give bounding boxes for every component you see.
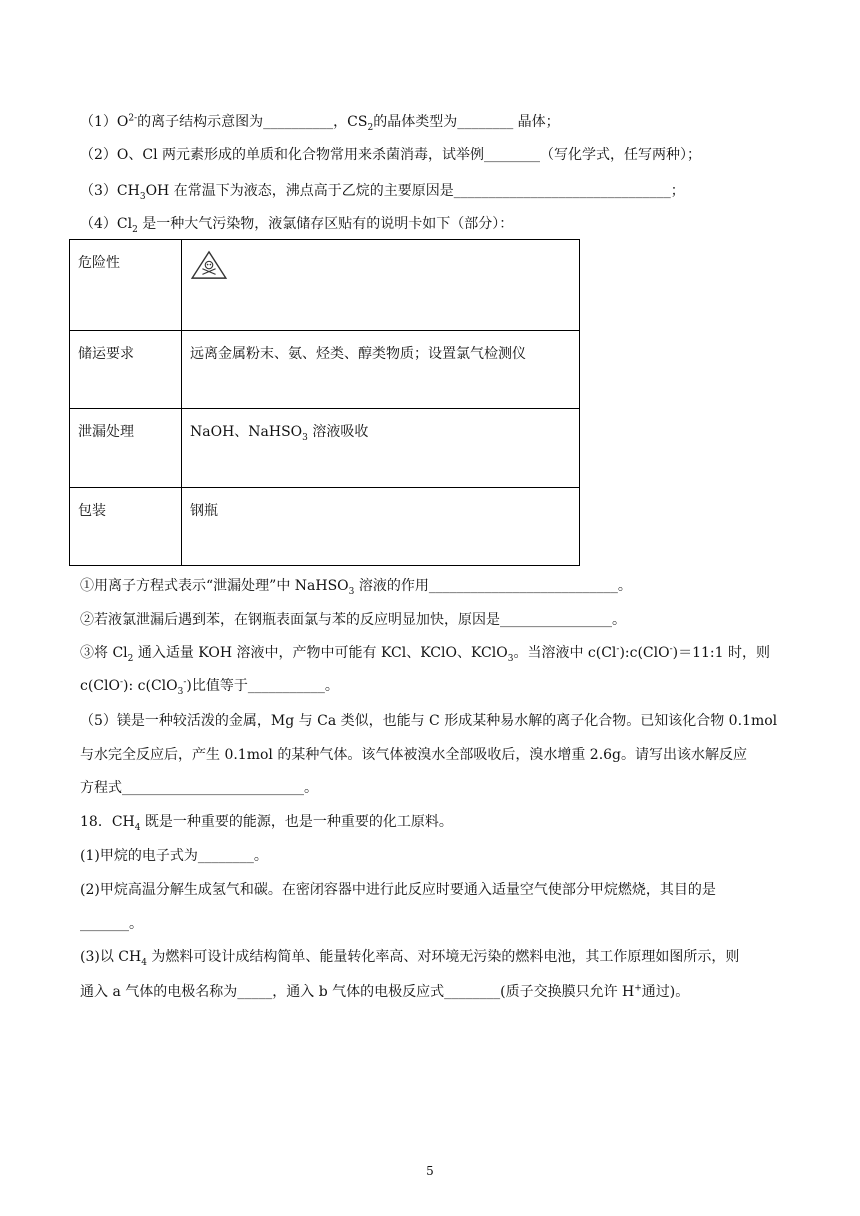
q17-sub3-d: ):c(ClO bbox=[619, 645, 670, 661]
q18-intro bbox=[80, 812, 453, 832]
q17-sub3-e: )＝11:1 时，则 bbox=[672, 645, 771, 661]
q17-sub3b-sub: 3 bbox=[177, 686, 184, 697]
q18-part2-line1: (2)甲烷高温分解生成氢气和碳。在密闭容器中进行此反应时要通入适量空气使部分甲烷燃烧，其目的是 bbox=[80, 882, 716, 898]
chlorine-info-card bbox=[69, 239, 580, 566]
q17-part1-sup: 2- bbox=[128, 113, 138, 124]
q18-part2-line2: _______。 bbox=[80, 916, 143, 932]
card-label-hazard: 危险性 bbox=[70, 240, 182, 331]
q17-sub1-b: 溶液的作用___________________________。 bbox=[354, 578, 632, 594]
q17-sub3-cont bbox=[80, 676, 339, 696]
q17-sub2: ②若液氯泄漏后遇到苯，在钢瓶表面氯与苯的反应明显加快，原因是________________。 bbox=[80, 612, 626, 628]
card-row-leak bbox=[70, 409, 580, 488]
card-value-storage: 远离金属粉末、氨、烃类、醇类物质；设置氯气检测仪 bbox=[182, 331, 580, 409]
q18-part3-l1-a: (3)以 CH bbox=[80, 949, 142, 965]
q17-sub3-a: ③将 Cl bbox=[80, 645, 128, 661]
q17-sub3-c: 。当溶液中 c(Cl bbox=[513, 645, 617, 661]
q17-part5-line1: （5）镁是一种较活泼的金属，Mg 与 Ca 类似，也能与 C 形成某种易水解的离子化合物。已知该化合物 0.1mol bbox=[80, 713, 778, 729]
toxic-skull-icon bbox=[190, 250, 228, 280]
card-value-leak bbox=[182, 409, 580, 488]
card-row-package bbox=[70, 488, 580, 566]
q17-part4-text-a: （4）Cl bbox=[80, 216, 133, 232]
q17-part5-line2: 与水完全反应后，产生 0.1mol 的某种气体。该气体被溴水全部吸收后，溴水增重 2.6g。请写出该水解反应 bbox=[80, 747, 748, 763]
q18-intro-a: 18．CH bbox=[80, 814, 135, 830]
q17-part4-text-b: 是一种大气污染物，液氯储存区贴有的说明卡如下（部分）： bbox=[137, 216, 514, 232]
q17-sub3b-sup1: - bbox=[119, 677, 124, 688]
q17-sub1-a: ①用离子方程式表示“泄漏处理”中 NaHSO bbox=[80, 578, 349, 594]
q17-part1-text-c: 的晶体类型为________ 晶体； bbox=[373, 114, 560, 130]
q17-sub3b-a: c(ClO bbox=[80, 678, 120, 694]
card-value-package: 钢瓶 bbox=[182, 488, 580, 566]
q17-part1-sub: 2 bbox=[367, 122, 374, 133]
q17-sub1-sub: 3 bbox=[348, 586, 355, 597]
q17-part3-text-a: （3）CH bbox=[80, 183, 140, 199]
q18-part3-line2 bbox=[80, 982, 689, 1002]
q18-part3-l1-b: 为燃料可设计成结构简单、能量转化率高、对环境无污染的燃料电池，其工作原理如图所示，则 bbox=[146, 949, 740, 965]
q18-part3-line1 bbox=[80, 947, 739, 967]
card-label-storage: 储运要求 bbox=[70, 331, 182, 409]
q17-sub3b-sup2: - bbox=[183, 677, 187, 688]
q18-part3-l1-sub: 4 bbox=[141, 957, 147, 968]
q17-part4 bbox=[80, 214, 513, 234]
q17-sub3b-c: )比值等于___________。 bbox=[186, 678, 339, 694]
q17-sub3-sub2: 3 bbox=[507, 653, 514, 664]
q17-sub3-sub1: 2 bbox=[127, 653, 134, 664]
q17-sub3b-b: ): c(ClO bbox=[123, 678, 178, 694]
q18-part3-l2-sup: + bbox=[634, 983, 642, 994]
card-value-leak-sub: 3 bbox=[302, 432, 308, 443]
q17-part3 bbox=[80, 181, 685, 201]
card-value-leak-a: NaOH、NaHSO bbox=[190, 424, 303, 440]
card-label-leak: 泄漏处理 bbox=[70, 409, 182, 488]
q17-sub3 bbox=[80, 643, 770, 663]
card-row-hazard bbox=[70, 240, 580, 331]
card-label-package: 包装 bbox=[70, 488, 182, 566]
q17-sub3-b: 通入适量 KOH 溶液中，产物中可能有 KCl、KClO、KClO bbox=[133, 645, 508, 661]
q17-part3-sub: 3 bbox=[139, 191, 146, 202]
q18-part3-l2-b: 通过)。 bbox=[641, 984, 690, 1000]
q18-part1: (1)甲烷的电子式为________。 bbox=[80, 848, 268, 864]
card-row-storage bbox=[70, 331, 580, 409]
q17-part1-text-b: 的离子结构示意图为__________，CS bbox=[137, 114, 368, 130]
q17-part5-line3: 方程式__________________________。 bbox=[80, 780, 318, 796]
q17-part3-text-b: OH 在常温下为液态，沸点高于乙烷的主要原因是_______________________________； bbox=[145, 183, 685, 199]
q18-part3-l2-a: 通入 a 气体的电极名称为_____，通入 b 气体的电极反应式________(质子交换膜只允许 H bbox=[80, 984, 635, 1000]
q17-part1 bbox=[80, 112, 560, 132]
q18-intro-b: 既是一种重要的能源，也是一种重要的化工原料。 bbox=[140, 814, 453, 830]
q18-intro-sub: 4 bbox=[134, 822, 141, 833]
page-number: 5 bbox=[426, 1164, 434, 1178]
q17-part4-sub: 2 bbox=[132, 224, 138, 235]
q17-part1-text-a: （1）O bbox=[80, 114, 129, 130]
card-value-leak-b: 溶液吸收 bbox=[307, 424, 369, 440]
q17-sub3-sup1: - bbox=[616, 644, 620, 655]
q17-sub3-sup2: - bbox=[669, 644, 673, 655]
card-value-hazard bbox=[182, 240, 580, 331]
q17-part2: （2）O、Cl 两元素形成的单质和化合物常用来杀菌消毒，试举例________（写化学式，任写两种）； bbox=[80, 147, 702, 163]
q17-sub1 bbox=[80, 576, 632, 596]
